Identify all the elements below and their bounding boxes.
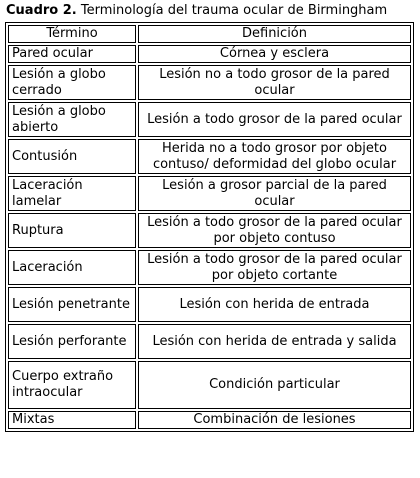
definition-cell: Combinación de lesiones [138, 411, 411, 429]
definition-cell: Lesión a todo grosor de la pared ocular por objeto cortante [138, 250, 411, 285]
column-header-term: Término [8, 25, 136, 43]
table-row [8, 213, 411, 248]
definition-cell: Lesión no a todo grosor de la pared ocular [138, 65, 411, 100]
term-cell: Lesión perforante [8, 324, 136, 359]
definition-cell: Lesión a grosor parcial de la pared ocular [138, 176, 411, 211]
term-cell: Pared ocular [8, 45, 136, 63]
term-cell: Mixtas [8, 411, 136, 429]
table-row [8, 287, 411, 322]
table-body [8, 45, 411, 429]
definition-cell: Córnea y esclera [138, 45, 411, 63]
table-row [8, 361, 411, 409]
term-cell: Contusión [8, 139, 136, 174]
table-row [8, 411, 411, 429]
term-cell: Ruptura [8, 213, 136, 248]
table-row [8, 139, 411, 174]
definition-cell: Lesión a todo grosor de la pared ocular [138, 102, 411, 137]
term-cell: Lesión a globo abierto [8, 102, 136, 137]
definition-cell: Lesión con herida de entrada y salida [138, 324, 411, 359]
caption-label: Cuadro 2. [6, 3, 77, 18]
definition-cell: Lesión a todo grosor de la pared ocular por objeto contuso [138, 213, 411, 248]
table-row [8, 324, 411, 359]
column-header-definition: Definición [138, 25, 411, 43]
table-row [8, 102, 411, 137]
table-row [8, 45, 411, 63]
term-cell: Lesión a globo cerrado [8, 65, 136, 100]
table-header-row [8, 25, 411, 43]
term-cell: Laceración lamelar [8, 176, 136, 211]
term-cell: Laceración [8, 250, 136, 285]
table-row [8, 250, 411, 285]
terminology-table [5, 22, 414, 432]
table-row [8, 65, 411, 100]
definition-cell: Condición particular [138, 361, 411, 409]
definition-cell: Herida no a todo grosor por objeto contuso/ deformidad del globo ocular [138, 139, 411, 174]
definition-cell: Lesión con herida de entrada [138, 287, 411, 322]
term-cell: Cuerpo extraño intraocular [8, 361, 136, 409]
table-caption [6, 3, 387, 18]
caption-title: Terminología del trauma ocular de Birmingham [80, 3, 388, 18]
term-cell: Lesión penetrante [8, 287, 136, 322]
table-row [8, 176, 411, 211]
